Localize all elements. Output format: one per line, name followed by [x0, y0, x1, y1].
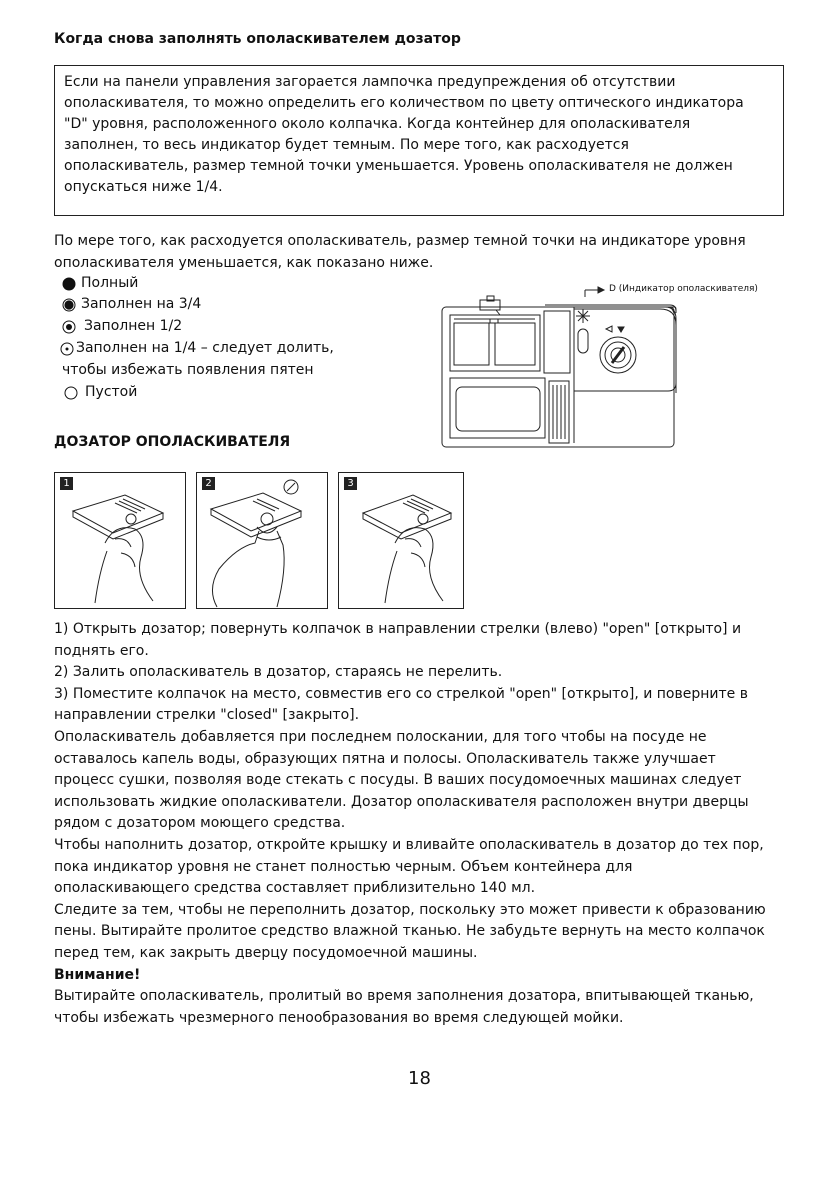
heading-refill: Когда снова заполнять ополаскивателем дозатор — [54, 31, 461, 47]
box-line: опускаться ниже 1/4. — [64, 179, 223, 195]
level-label: Пустой — [85, 384, 138, 400]
instruction-line: Чтобы наполнить дозатор, откройте крышку и вливайте ополаскиватель в дозатор до тех пор, — [54, 836, 764, 853]
hand-opening-cap-icon — [55, 473, 185, 608]
instruction-line: 1) Открыть дозатор; повернуть колпачок в направлении стрелки (влево) "open" [открыто] и — [54, 621, 742, 637]
instruction-line: рядом с дозатором моющего средства. — [54, 815, 346, 832]
dispenser-diagram-drawing — [440, 283, 780, 453]
warning-line: чтобы избежать чрезмерного пенообразования во время следующей мойки. — [54, 1009, 624, 1026]
info-box — [54, 65, 784, 216]
instruction-line: использовать жидкие ополаскиватели. Дозатор ополаскивателя расположен внутри дверцы — [54, 793, 749, 810]
hand-closing-cap-icon — [339, 473, 463, 608]
level-full — [62, 273, 138, 294]
box-line: Если на панели управления загорается лампочка предупреждения об отсутствии — [64, 74, 676, 90]
instruction-line: пока индикатор уровня не станет полностью черным. Объем контейнера для — [54, 858, 633, 875]
warning-title: Внимание! — [54, 966, 141, 983]
box-line: ополаскивателя, то можно определить его количеством по цвету оптического индикатора — [64, 95, 744, 111]
level-empty — [64, 382, 137, 403]
level-label: Заполнен 1/2 — [84, 318, 183, 334]
dispenser-diagram — [440, 283, 780, 453]
intro-line: ополаскивателя уменьшается, как показано ниже. — [54, 254, 434, 271]
instruction-line: ополаскивающего средства составляет приблизительно 140 мл. — [54, 880, 536, 897]
level-empty-icon — [64, 386, 78, 400]
intro-line: По мере того, как расходуется ополаскиватель, размер темной точки на индикаторе уровня — [54, 233, 746, 249]
indicator-label: D (Индикатор ополаскивателя) — [609, 284, 758, 294]
level-quarter — [60, 338, 334, 359]
level-three-quarter — [62, 294, 201, 315]
instruction-line: оставалось капель воды, образующих пятна и полосы. Ополаскиватель также улучшает — [54, 750, 716, 767]
level-half — [62, 316, 182, 337]
level-half-icon — [62, 320, 76, 334]
level-quarter-icon — [60, 342, 74, 356]
instruction-line: 3) Поместите колпачок на место, совместив его со стрелкой "open" [открыто], и поверните в — [54, 685, 748, 702]
instruction-line: 2) Залить ополаскиватель в дозатор, стараясь не перелить. — [54, 664, 503, 681]
step-2-illustration — [196, 472, 328, 609]
box-line: заполнен, то весь индикатор будет темным. По мере того, как расходуется — [64, 137, 629, 153]
instruction-line: процесс сушки, позволяя воде стекать с посуды. В ваших посудомоечных машинах следует — [54, 772, 742, 789]
warning-line: Вытирайте ополаскиватель, пролитый во время заполнения дозатора, впитывающей тканью, — [54, 988, 754, 1005]
level-label: Заполнен на 3/4 — [81, 296, 202, 312]
instructions — [54, 619, 768, 1029]
step-number: 1 — [60, 477, 73, 490]
step-number: 3 — [344, 477, 357, 490]
box-line: ополаскиватель, размер темной точки уменьшается. Уровень ополаскивателя не должен — [64, 158, 733, 174]
step-3-illustration — [338, 472, 464, 609]
level-label: Полный — [81, 275, 139, 291]
step-number: 2 — [202, 477, 215, 490]
instruction-line: поднять его. — [54, 642, 149, 659]
heading-dispenser: ДОЗАТОР ОПОЛАСКИВАТЕЛЯ — [54, 434, 291, 450]
instruction-line: Ополаскиватель добавляется при последнем полоскании, для того чтобы на посуде не — [54, 728, 707, 745]
bottle-filling-icon — [197, 473, 327, 608]
box-line: "D" уровня, расположенного около колпачка. Когда контейнер для ополаскивателя — [64, 116, 691, 132]
level-three-quarter-icon — [62, 298, 76, 312]
level-full-icon — [62, 277, 76, 291]
level-label: Заполнен на 1/4 – следует долить, — [76, 340, 334, 356]
instruction-line: Следите за тем, чтобы не переполнить дозатор, поскольку это может привести к образованию — [54, 901, 766, 918]
level-note: чтобы избежать появления пятен — [62, 362, 314, 378]
instruction-line: пены. Вытирайте пролитое средство влажной тканью. Не забудьте вернуть на место колпачок — [54, 923, 765, 940]
instruction-line: перед тем, как закрыть дверцу посудомоечной машины. — [54, 944, 478, 961]
page-number: 18 — [408, 1068, 431, 1089]
instruction-line: направлении стрелки "closed" [закрыто]. — [54, 707, 360, 724]
intro-text — [54, 231, 746, 274]
step-1-illustration — [54, 472, 186, 609]
